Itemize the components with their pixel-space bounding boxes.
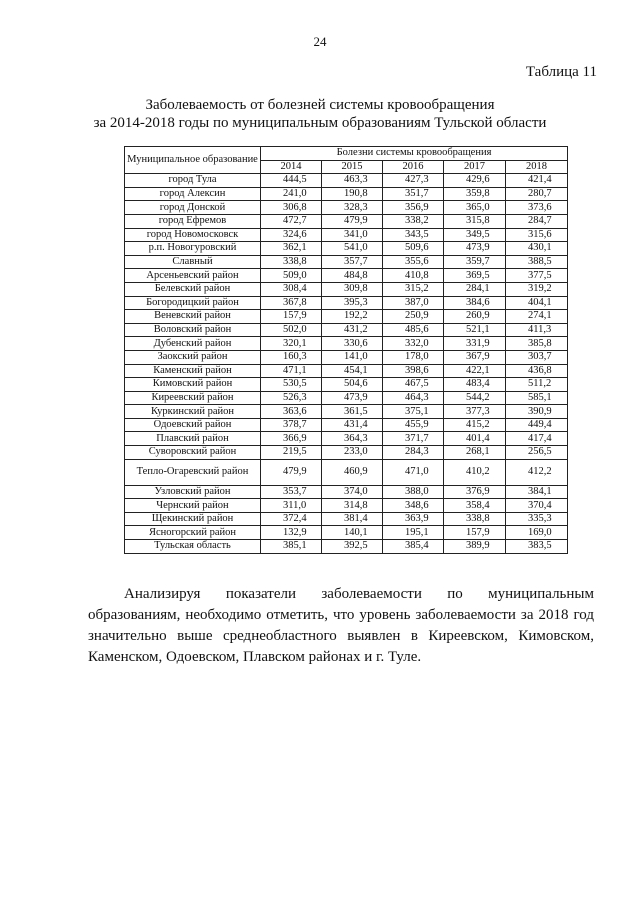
rate-cell-2018: 303,7 bbox=[506, 350, 568, 364]
rate-cell-2016: 343,5 bbox=[383, 228, 444, 242]
rate-cell-2015: 328,3 bbox=[322, 201, 383, 215]
rate-cell-2018: 315,6 bbox=[506, 228, 568, 242]
rate-cell-2018: 436,8 bbox=[506, 364, 568, 378]
rate-cell-2017: 260,9 bbox=[444, 310, 506, 324]
municipality-name: город Донской bbox=[125, 201, 261, 215]
rate-cell-2016: 471,0 bbox=[383, 459, 444, 485]
header-year: 2015 bbox=[322, 160, 383, 174]
rate-cell-2016: 371,7 bbox=[383, 432, 444, 446]
rate-cell-2015: 454,1 bbox=[322, 364, 383, 378]
rate-cell-2018: 280,7 bbox=[506, 187, 568, 201]
title-line-1: Заболеваемость от болезней системы кровообращения bbox=[145, 97, 495, 113]
header-year: 2017 bbox=[444, 160, 506, 174]
municipality-name: Узловский район bbox=[125, 485, 261, 499]
rate-cell-2015: 141,0 bbox=[322, 350, 383, 364]
rate-cell-2018: 284,7 bbox=[506, 214, 568, 228]
rate-cell-2016: 178,0 bbox=[383, 350, 444, 364]
table-row bbox=[125, 405, 568, 419]
municipality-name: Белевский район bbox=[125, 282, 261, 296]
rate-cell-2016: 375,1 bbox=[383, 405, 444, 419]
rate-cell-2014: 157,9 bbox=[261, 310, 322, 324]
rate-cell-2014: 320,1 bbox=[261, 337, 322, 351]
rate-cell-2018: 383,5 bbox=[506, 540, 568, 554]
municipality-name: Суворовский район bbox=[125, 446, 261, 460]
rate-cell-2015: 479,9 bbox=[322, 214, 383, 228]
rate-cell-2017: 338,8 bbox=[444, 512, 506, 526]
table-row bbox=[125, 255, 568, 269]
rate-cell-2017: 284,1 bbox=[444, 282, 506, 296]
rate-cell-2016: 356,9 bbox=[383, 201, 444, 215]
rate-cell-2018: 411,3 bbox=[506, 323, 568, 337]
municipality-name: Веневский район bbox=[125, 310, 261, 324]
rate-cell-2018: 421,4 bbox=[506, 174, 568, 188]
rate-cell-2016: 398,6 bbox=[383, 364, 444, 378]
rate-cell-2017: 376,9 bbox=[444, 485, 506, 499]
table-row bbox=[125, 296, 568, 310]
rate-cell-2014: 372,4 bbox=[261, 512, 322, 526]
rate-cell-2014: 530,5 bbox=[261, 378, 322, 392]
municipality-name: Плавский район bbox=[125, 432, 261, 446]
table-row bbox=[125, 269, 568, 283]
table-row bbox=[125, 512, 568, 526]
table-row bbox=[125, 364, 568, 378]
rate-cell-2017: 544,2 bbox=[444, 391, 506, 405]
municipality-name: Воловский район bbox=[125, 323, 261, 337]
rate-cell-2016: 485,6 bbox=[383, 323, 444, 337]
rate-cell-2017: 157,9 bbox=[444, 526, 506, 540]
rate-cell-2014: 362,1 bbox=[261, 242, 322, 256]
rate-cell-2017: 359,7 bbox=[444, 255, 506, 269]
rate-cell-2016: 284,3 bbox=[383, 446, 444, 460]
rate-cell-2016: 410,8 bbox=[383, 269, 444, 283]
rate-cell-2014: 306,8 bbox=[261, 201, 322, 215]
rate-cell-2018: 370,4 bbox=[506, 499, 568, 513]
table-row bbox=[125, 242, 568, 256]
document-title bbox=[0, 96, 640, 132]
rate-cell-2015: 484,8 bbox=[322, 269, 383, 283]
municipality-name: город Новомосковск bbox=[125, 228, 261, 242]
table-row bbox=[125, 187, 568, 201]
rate-cell-2018: 384,1 bbox=[506, 485, 568, 499]
rate-cell-2014: 471,1 bbox=[261, 364, 322, 378]
rate-cell-2015: 541,0 bbox=[322, 242, 383, 256]
rate-cell-2017: 401,4 bbox=[444, 432, 506, 446]
rate-cell-2017: 483,4 bbox=[444, 378, 506, 392]
rate-cell-2015: 190,8 bbox=[322, 187, 383, 201]
rate-cell-2015: 341,0 bbox=[322, 228, 383, 242]
rate-cell-2017: 422,1 bbox=[444, 364, 506, 378]
rate-cell-2018: 511,2 bbox=[506, 378, 568, 392]
municipality-name: город Тула bbox=[125, 174, 261, 188]
municipality-name: Каменский район bbox=[125, 364, 261, 378]
rate-cell-2018: 430,1 bbox=[506, 242, 568, 256]
rate-cell-2014: 509,0 bbox=[261, 269, 322, 283]
rate-cell-2014: 311,0 bbox=[261, 499, 322, 513]
page-number: 24 bbox=[313, 34, 327, 49]
rate-cell-2016: 355,6 bbox=[383, 255, 444, 269]
rate-cell-2017: 369,5 bbox=[444, 269, 506, 283]
rate-cell-2018: 385,8 bbox=[506, 337, 568, 351]
table-row bbox=[125, 418, 568, 432]
rate-cell-2016: 338,2 bbox=[383, 214, 444, 228]
table-body bbox=[125, 174, 568, 553]
table-row bbox=[125, 337, 568, 351]
rate-cell-2016: 385,4 bbox=[383, 540, 444, 554]
rate-cell-2015: 314,8 bbox=[322, 499, 383, 513]
rate-cell-2018: 319,2 bbox=[506, 282, 568, 296]
rate-cell-2017: 349,5 bbox=[444, 228, 506, 242]
rate-cell-2014: 324,6 bbox=[261, 228, 322, 242]
table-row bbox=[125, 214, 568, 228]
header-year: 2014 bbox=[261, 160, 322, 174]
header-year: 2016 bbox=[383, 160, 444, 174]
rate-cell-2014: 479,9 bbox=[261, 459, 322, 485]
municipality-name: Заокский район bbox=[125, 350, 261, 364]
municipality-name: Тульская область bbox=[125, 540, 261, 554]
rate-cell-2017: 331,9 bbox=[444, 337, 506, 351]
rate-cell-2015: 330,6 bbox=[322, 337, 383, 351]
rate-cell-2015: 431,4 bbox=[322, 418, 383, 432]
rate-cell-2015: 463,3 bbox=[322, 174, 383, 188]
rate-cell-2017: 415,2 bbox=[444, 418, 506, 432]
rate-cell-2017: 389,9 bbox=[444, 540, 506, 554]
rate-cell-2014: 444,5 bbox=[261, 174, 322, 188]
table-row bbox=[125, 174, 568, 188]
rate-cell-2014: 241,0 bbox=[261, 187, 322, 201]
municipality-name: Чернский район bbox=[125, 499, 261, 513]
rate-cell-2014: 385,1 bbox=[261, 540, 322, 554]
municipality-name: Киреевский район bbox=[125, 391, 261, 405]
rate-cell-2015: 357,7 bbox=[322, 255, 383, 269]
rate-cell-2015: 460,9 bbox=[322, 459, 383, 485]
table-row bbox=[125, 485, 568, 499]
rate-cell-2016: 388,0 bbox=[383, 485, 444, 499]
rate-cell-2014: 526,3 bbox=[261, 391, 322, 405]
rate-cell-2018: 169,0 bbox=[506, 526, 568, 540]
rate-cell-2015: 431,2 bbox=[322, 323, 383, 337]
municipality-name: Ясногорский район bbox=[125, 526, 261, 540]
table-row bbox=[125, 228, 568, 242]
rate-cell-2017: 410,2 bbox=[444, 459, 506, 485]
table-caption: Таблица 11 bbox=[525, 64, 597, 80]
rate-cell-2018: 256,5 bbox=[506, 446, 568, 460]
municipality-name: р.п. Новогуровский bbox=[125, 242, 261, 256]
rate-cell-2018: 274,1 bbox=[506, 310, 568, 324]
rate-cell-2014: 367,8 bbox=[261, 296, 322, 310]
municipality-name: Арсеньевский район bbox=[125, 269, 261, 283]
rate-cell-2017: 377,3 bbox=[444, 405, 506, 419]
rate-cell-2014: 502,0 bbox=[261, 323, 322, 337]
rate-cell-2015: 392,5 bbox=[322, 540, 383, 554]
rate-cell-2015: 361,5 bbox=[322, 405, 383, 419]
rate-cell-2018: 377,5 bbox=[506, 269, 568, 283]
municipality-name: Богородицкий район bbox=[125, 296, 261, 310]
rate-cell-2018: 449,4 bbox=[506, 418, 568, 432]
rate-cell-2016: 332,0 bbox=[383, 337, 444, 351]
municipality-name: Куркинский район bbox=[125, 405, 261, 419]
rate-cell-2016: 250,9 bbox=[383, 310, 444, 324]
table-row bbox=[125, 310, 568, 324]
rate-cell-2015: 364,3 bbox=[322, 432, 383, 446]
header-disease-group: Болезни системы кровообращения bbox=[261, 147, 568, 161]
table-row bbox=[125, 378, 568, 392]
table-row bbox=[125, 459, 568, 485]
rate-cell-2016: 455,9 bbox=[383, 418, 444, 432]
rate-cell-2018: 417,4 bbox=[506, 432, 568, 446]
rate-cell-2014: 363,6 bbox=[261, 405, 322, 419]
rate-cell-2016: 509,6 bbox=[383, 242, 444, 256]
rate-cell-2014: 472,7 bbox=[261, 214, 322, 228]
rate-cell-2015: 381,4 bbox=[322, 512, 383, 526]
rate-cell-2016: 351,7 bbox=[383, 187, 444, 201]
rate-cell-2014: 308,4 bbox=[261, 282, 322, 296]
rate-cell-2016: 315,2 bbox=[383, 282, 444, 296]
rate-cell-2015: 233,0 bbox=[322, 446, 383, 460]
table-row bbox=[125, 432, 568, 446]
rate-cell-2017: 367,9 bbox=[444, 350, 506, 364]
rate-cell-2016: 195,1 bbox=[383, 526, 444, 540]
rate-cell-2018: 585,1 bbox=[506, 391, 568, 405]
rate-cell-2017: 521,1 bbox=[444, 323, 506, 337]
municipality-name: город Ефремов bbox=[125, 214, 261, 228]
rate-cell-2015: 309,8 bbox=[322, 282, 383, 296]
rate-cell-2015: 395,3 bbox=[322, 296, 383, 310]
rate-cell-2014: 219,5 bbox=[261, 446, 322, 460]
table-row bbox=[125, 323, 568, 337]
municipality-name: Одоевский район bbox=[125, 418, 261, 432]
rate-cell-2016: 363,9 bbox=[383, 512, 444, 526]
rate-cell-2017: 473,9 bbox=[444, 242, 506, 256]
rate-cell-2018: 335,3 bbox=[506, 512, 568, 526]
header-municipality: Муниципальное образование bbox=[125, 147, 261, 174]
table-row bbox=[125, 391, 568, 405]
rate-cell-2015: 473,9 bbox=[322, 391, 383, 405]
municipality-name: Дубенский район bbox=[125, 337, 261, 351]
rate-cell-2015: 192,2 bbox=[322, 310, 383, 324]
morbidity-table bbox=[124, 146, 568, 554]
table-row bbox=[125, 499, 568, 513]
rate-cell-2016: 467,5 bbox=[383, 378, 444, 392]
rate-cell-2014: 132,9 bbox=[261, 526, 322, 540]
rate-cell-2016: 348,6 bbox=[383, 499, 444, 513]
rate-cell-2015: 504,6 bbox=[322, 378, 383, 392]
municipality-name: город Алексин bbox=[125, 187, 261, 201]
rate-cell-2016: 427,3 bbox=[383, 174, 444, 188]
rate-cell-2014: 338,8 bbox=[261, 255, 322, 269]
header-year: 2018 bbox=[506, 160, 568, 174]
table-row bbox=[125, 446, 568, 460]
municipality-name: Тепло-Огаревский район bbox=[125, 459, 261, 485]
rate-cell-2018: 373,6 bbox=[506, 201, 568, 215]
rate-cell-2017: 268,1 bbox=[444, 446, 506, 460]
rate-cell-2018: 404,1 bbox=[506, 296, 568, 310]
title-line-2: за 2014-2018 годы по муниципальным образованиям Тульской области bbox=[93, 115, 547, 131]
rate-cell-2016: 464,3 bbox=[383, 391, 444, 405]
rate-cell-2016: 387,0 bbox=[383, 296, 444, 310]
rate-cell-2018: 412,2 bbox=[506, 459, 568, 485]
municipality-name: Славный bbox=[125, 255, 261, 269]
rate-cell-2015: 374,0 bbox=[322, 485, 383, 499]
rate-cell-2014: 160,3 bbox=[261, 350, 322, 364]
rate-cell-2014: 353,7 bbox=[261, 485, 322, 499]
rate-cell-2018: 388,5 bbox=[506, 255, 568, 269]
rate-cell-2014: 366,9 bbox=[261, 432, 322, 446]
municipality-name: Кимовский район bbox=[125, 378, 261, 392]
table-row bbox=[125, 201, 568, 215]
rate-cell-2017: 365,0 bbox=[444, 201, 506, 215]
table-row bbox=[125, 282, 568, 296]
rate-cell-2017: 384,6 bbox=[444, 296, 506, 310]
analysis-paragraph: Анализируя показатели заболеваемости по муниципальным образованиям, необходимо отметить, что уровень заболеваемости за 2018 год значительно выше среднеобластного выявлен в Киреевском, Кимовском, Каменском, Одоевском, Плавском районах и г. Туле. bbox=[88, 586, 594, 665]
rate-cell-2017: 359,8 bbox=[444, 187, 506, 201]
rate-cell-2018: 390,9 bbox=[506, 405, 568, 419]
municipality-name: Щекинский район bbox=[125, 512, 261, 526]
rate-cell-2017: 358,4 bbox=[444, 499, 506, 513]
table-row bbox=[125, 350, 568, 364]
rate-cell-2017: 429,6 bbox=[444, 174, 506, 188]
rate-cell-2017: 315,8 bbox=[444, 214, 506, 228]
rate-cell-2015: 140,1 bbox=[322, 526, 383, 540]
rate-cell-2014: 378,7 bbox=[261, 418, 322, 432]
table-row bbox=[125, 540, 568, 554]
table-row bbox=[125, 526, 568, 540]
